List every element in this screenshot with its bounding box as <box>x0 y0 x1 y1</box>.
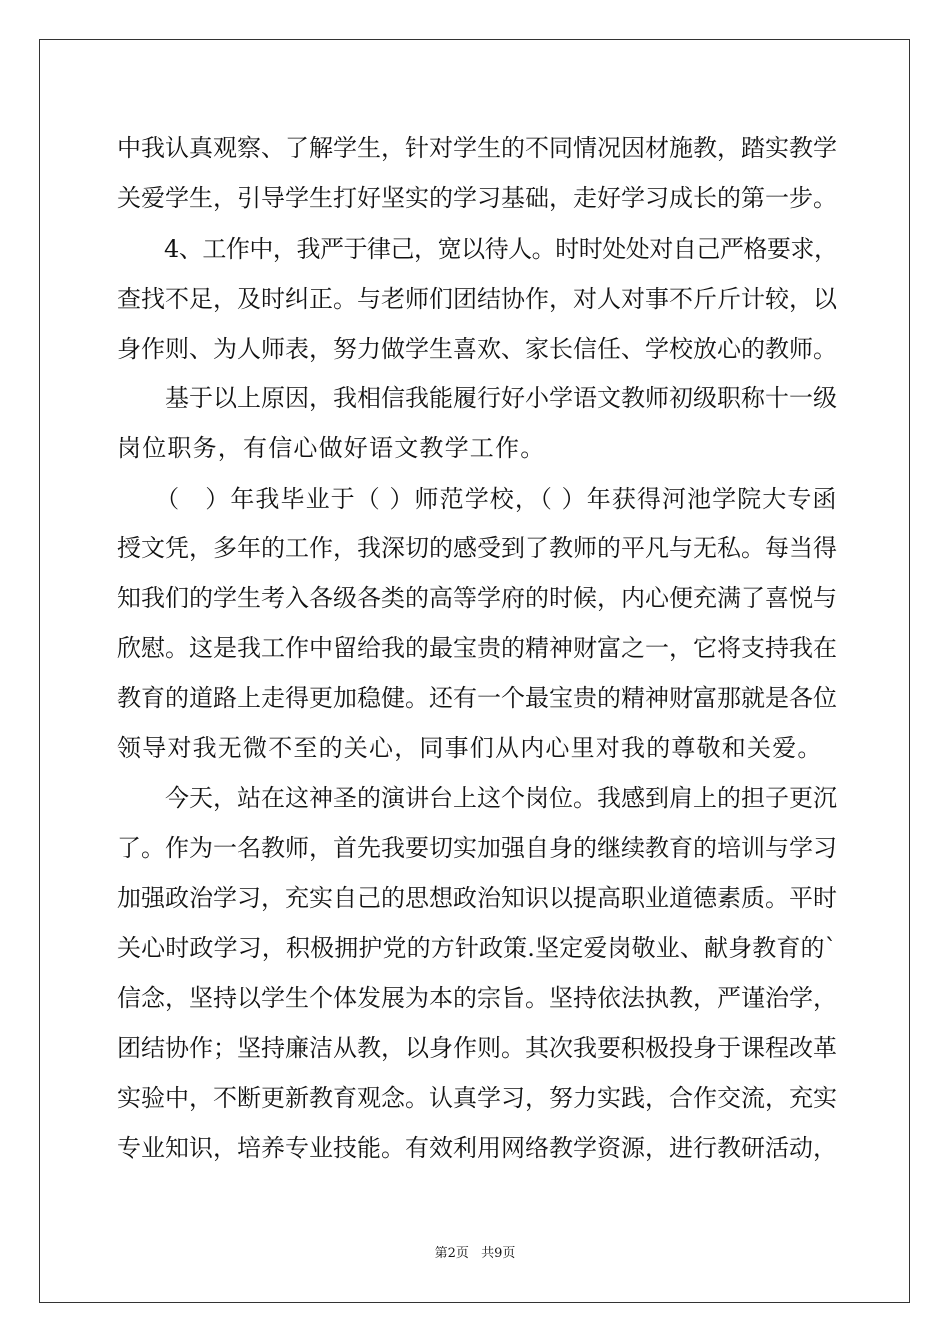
page-total: 共9页 <box>481 1246 516 1261</box>
text-line: 岗位职务，有信心做好语文教学工作。 <box>117 434 546 462</box>
text-line: 知我们的学生考入各级各类的高等学府的时候，内心便充满了喜悦与 <box>117 584 837 612</box>
text-line: 查找不足，及时纠正。与老师们团结协作，对人对事不斤斤计较，以 <box>117 285 837 313</box>
text-line: 中我认真观察、了解学生，针对学生的不同情况因材施教，踏实教学 <box>117 134 837 162</box>
text-line: 教育的道路上走得更加稳健。还有一个最宝贵的精神财富那就是各位 <box>117 684 837 712</box>
text-line: 关心时政学习，积极拥护党的方针政策.坚定爱岗敬业、献身教育的` <box>117 934 837 962</box>
page-border <box>39 39 910 1303</box>
text-line: 关爱学生，引导学生打好坚实的学习基础，走好学习成长的第一步。 <box>117 184 837 212</box>
text-line: 实验中，不断更新教育观念。认真学习，努力实践，合作交流，充实 <box>117 1084 837 1112</box>
page-footer <box>0 1246 950 1262</box>
text-line: 团结协作；坚持廉洁从教，以身作则。其次我要积极投身于课程改革 <box>117 1034 837 1062</box>
text-line: 领导对我无微不至的关心，同事们从内心里对我的尊敬和关爱。 <box>117 734 823 762</box>
text-line: 4、工作中，我严于律己，宽以待人。时时处处对自己严格要求， <box>117 235 838 263</box>
text-line: 专业知识，培养专业技能。有效利用网络教学资源，进行教研活动， <box>117 1134 837 1162</box>
text-line: 身作则、为人师表，努力做学生喜欢、家长信任、学校放心的教师。 <box>117 335 837 363</box>
text-line: 加强政治学习，充实自己的思想政治知识以提高职业道德素质。平时 <box>117 884 837 912</box>
text-line: 信念，坚持以学生个体发展为本的宗旨。坚持依法执教，严谨治学， <box>117 984 837 1012</box>
text-line: 授文凭，多年的工作，我深切的感受到了教师的平凡与无私。每当得 <box>117 534 837 562</box>
text-line: （ ）年我毕业于（ ）师范学校，（ ）年获得河池学院大专函 <box>117 485 838 513</box>
text-line: 了。作为一名教师，首先我要切实加强自身的继续教育的培训与学习 <box>117 834 837 862</box>
text-line: 欣慰。这是我工作中留给我的最宝贵的精神财富之一，它将支持我在 <box>117 634 837 662</box>
text-line: 基于以上原因，我相信我能履行好小学语文教师初级职称十一级 <box>117 384 837 412</box>
page-number: 第2页 <box>434 1246 469 1261</box>
text-line: 今天，站在这神圣的演讲台上这个岗位。我感到肩上的担子更沉 <box>117 784 837 812</box>
